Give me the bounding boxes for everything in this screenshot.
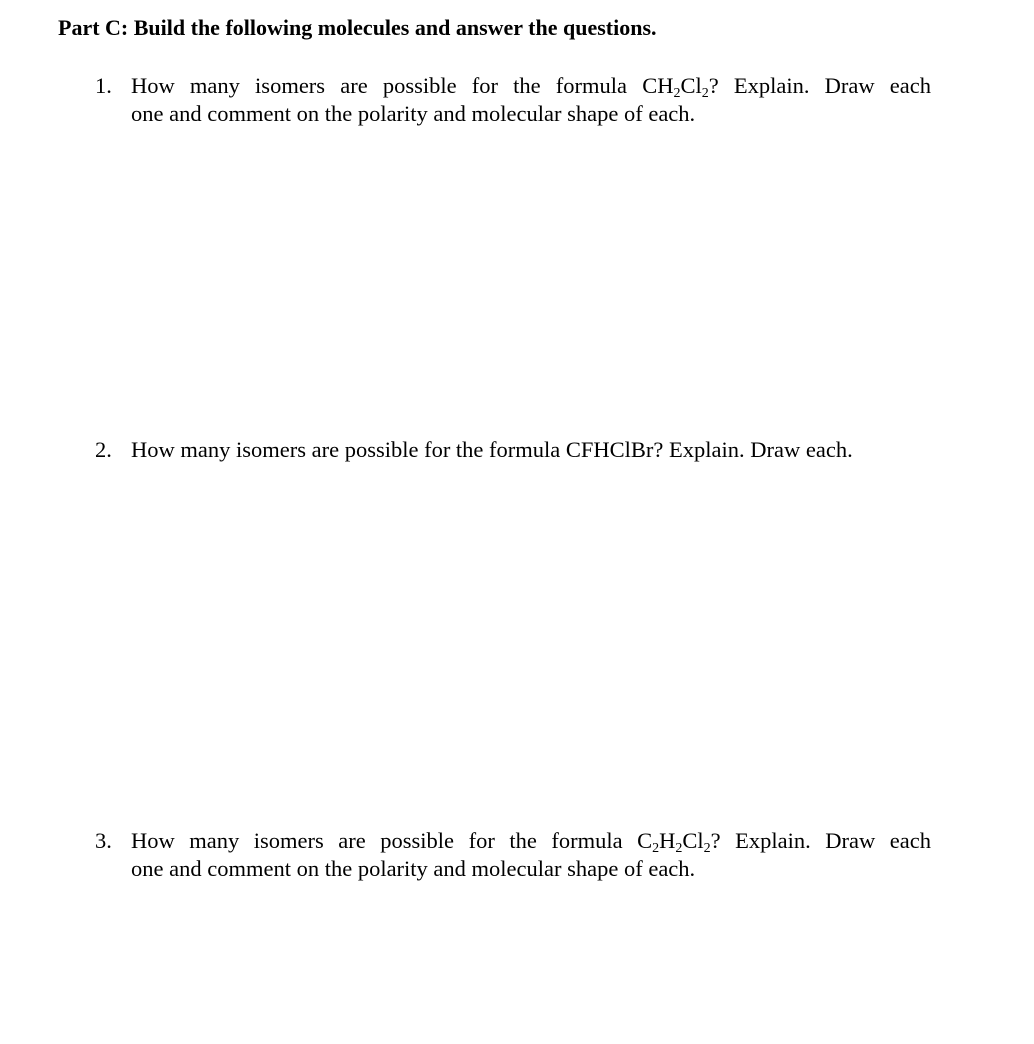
question-3 — [95, 827, 931, 883]
question-line-1: How many isomers are possible for the formula $CH_2Cl_2$? Explain. Draw each — [131, 73, 932, 101]
section-heading: Part C: Build the following molecules and answer the questions. — [58, 15, 657, 40]
question-line-1: How many isomers are possible for the formula $C_2H_2Cl_2$? Explain. Draw each — [131, 828, 931, 856]
formula: $C_2H_2Cl_2$ — [637, 828, 711, 856]
formula: $CH_2Cl_2$ — [642, 73, 709, 101]
question-text: How many isomers are possible for the formula CFHClBr? Explain. Draw each. — [131, 437, 853, 462]
question-number: 3. — [95, 828, 112, 853]
question-number: 2. — [95, 437, 112, 462]
question-line-2: one and comment on the polarity and molecular shape of each. — [131, 101, 696, 126]
question-2 — [95, 436, 931, 464]
question-line-2: one and comment on the polarity and molecular shape of each. — [131, 856, 696, 881]
question-1 — [95, 72, 931, 128]
question-number: 1. — [95, 73, 112, 98]
